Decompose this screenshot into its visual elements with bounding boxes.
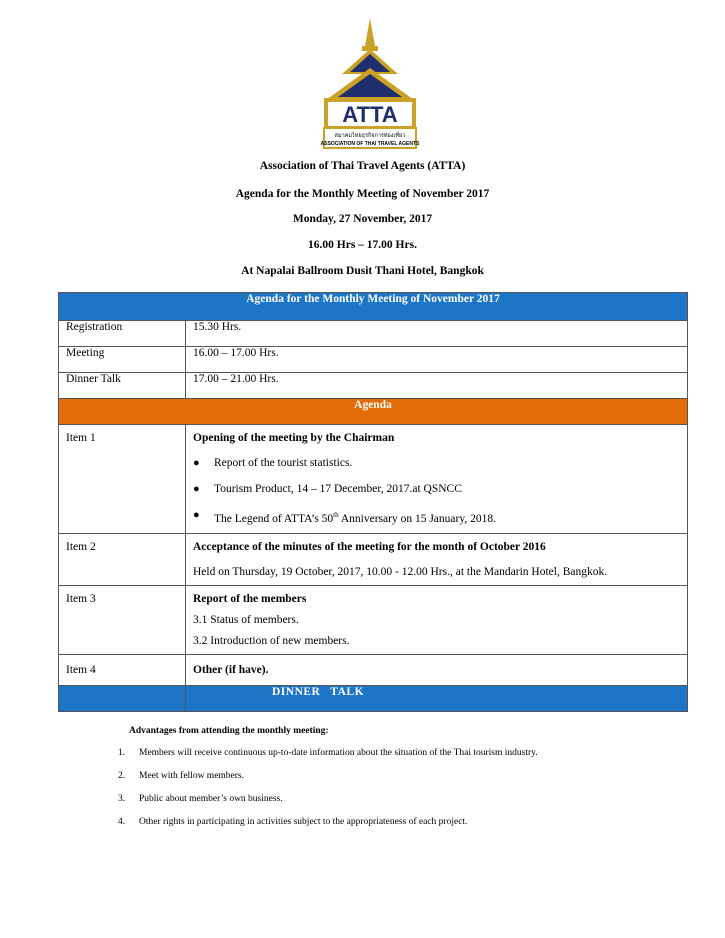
agenda-heading: Agenda for the Monthly Meeting of November 2017 [235, 188, 490, 200]
advantage-text: Members will receive continuous up-to-date information about the situation of the Thai tourism industry. [139, 748, 538, 758]
bullet-text: The Legend of ATTA’s 50 [214, 512, 334, 525]
item-line: 3.1 Status of members. [193, 613, 299, 626]
item-label: Item 1 [59, 425, 186, 534]
advantage-item [119, 817, 689, 828]
agenda-table [58, 292, 688, 712]
advantage-text: Other rights in participating in activities subject to the appropriateness of each project. [139, 817, 468, 827]
advantage-number: 4. [118, 817, 126, 827]
schedule-label: Meeting [59, 347, 186, 373]
item-title: Other (if have). [193, 663, 269, 676]
bullet-item [193, 507, 680, 528]
venue-heading: At Napalai Ballroom Dusit Thani Hotel, Bangkok [241, 265, 484, 277]
schedule-label: Registration [59, 321, 186, 347]
bullet-item: ● Report of the tourist statistics. [193, 455, 680, 472]
item-line: 3.2 Introduction of new members. [193, 634, 350, 647]
logo-spire [365, 18, 375, 46]
agenda-item-2 [59, 533, 688, 585]
dinner-talk-spacer [59, 685, 186, 711]
item-bullet-list [193, 455, 680, 528]
logo-name: ATTA [342, 102, 398, 127]
advantage-number: 3. [118, 794, 126, 804]
advantage-item [119, 771, 689, 782]
agenda-item-4 [59, 654, 688, 685]
agenda-item-1 [59, 425, 688, 534]
schedule-row-registration [59, 321, 688, 347]
agenda-band: Agenda [59, 399, 688, 425]
dinner-talk-row [59, 685, 688, 711]
advantage-number: 1. [118, 748, 126, 758]
date-heading: Monday, 27 November, 2017 [292, 213, 433, 225]
item-content [186, 425, 688, 534]
item-title: Report of the members [193, 592, 307, 605]
schedule-value: 17.00 – 21.00 Hrs. [186, 373, 688, 399]
bullet-item: ● Tourism Product, 14 – 17 December, 2017.at QSNCC [193, 481, 680, 498]
item-line: Held on Thursday, 19 October, 2017, 10.00 - 12.00 Hrs., at the Mandarin Hotel, Bangkok. [193, 565, 608, 578]
bullet-text-rest: Anniversary on 15 January, 2018. [338, 512, 496, 525]
schedule-label: Dinner Talk [59, 373, 186, 399]
table-title-row [59, 293, 688, 321]
item-content [186, 585, 688, 654]
item-title: Acceptance of the minutes of the meeting for the month of October 2016 [193, 540, 546, 553]
table-title: Agenda for the Monthly Meeting of November 2017 [59, 293, 688, 321]
schedule-value: 16.00 – 17.00 Hrs. [186, 347, 688, 373]
schedule-row-dinner-talk [59, 373, 688, 399]
schedule-row-meeting [59, 347, 688, 373]
logo-english-line: ASSOCIATION OF THAI TRAVEL AGENTS [320, 141, 420, 147]
agenda-item-3 [59, 585, 688, 654]
atta-logo [318, 16, 422, 152]
advantages-section [118, 726, 689, 828]
org-heading: Association of Thai Travel Agents (ATTA) [259, 160, 466, 172]
ordinal-suffix: th [333, 511, 339, 519]
time-heading: 16.00 Hrs – 17.00 Hrs. [308, 239, 417, 251]
item-label: Item 3 [59, 585, 186, 654]
item-label: Item 4 [59, 654, 186, 685]
advantages-list [119, 748, 689, 828]
advantage-text: Meet with fellow members. [139, 771, 245, 781]
item-title: Opening of the meeting by the Chairman [193, 432, 395, 444]
advantage-item [119, 794, 689, 805]
item-content [186, 654, 688, 685]
logo-thai-line: สมาคมไทยธุรกิจการท่องเที่ยว [334, 133, 406, 139]
agenda-band-row [59, 399, 688, 425]
advantage-text: Public about member’s own business. [139, 794, 283, 804]
item-content [186, 533, 688, 585]
advantages-title: Advantages from attending the monthly meeting: [129, 726, 329, 736]
advantage-number: 2. [118, 771, 126, 781]
advantage-item [119, 748, 689, 759]
schedule-value: 15.30 Hrs. [186, 321, 688, 347]
item-label: Item 2 [59, 533, 186, 585]
dinner-talk-label: DINNER TALK [186, 685, 688, 711]
